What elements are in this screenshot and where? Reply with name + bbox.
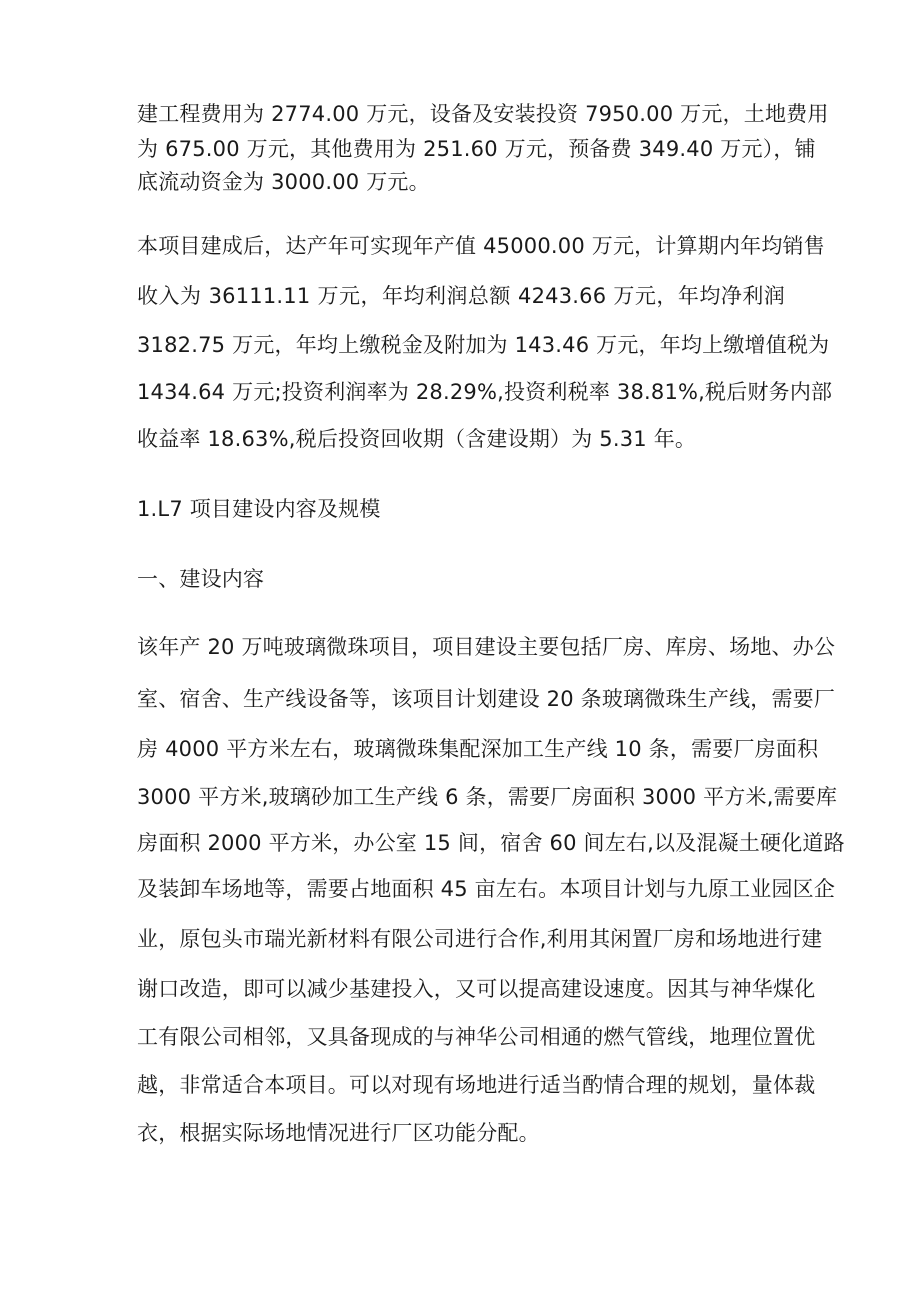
paragraph-line: 3000 平方米,玻璃砂加工生产线 6 条，需要厂房面积 3000 平方米,需要库: [137, 785, 838, 809]
paragraph-line: 及装卸车场地等，需要占地面积 45 亩左右。本项目计划与九原工业园区企: [137, 877, 836, 901]
paragraph-line: 谢口改造，即可以减少基建投入，又可以提高建设速度。因其与神华煤化: [137, 977, 816, 1001]
paragraph-line: 底流动资金为 3000.00 万元。: [137, 170, 430, 194]
paragraph-line: 收入为 36111.11 万元，年均利润总额 4243.66 万元，年均净利润: [137, 284, 785, 308]
paragraph-line: 为 675.00 万元，其他费用为 251.60 万元，预备费 349.40 万元），铺: [137, 137, 816, 161]
paragraph-line: 业，原包头市瑞光新材料有限公司进行合作,利用其闲置厂房和场地进行建: [137, 927, 823, 951]
paragraph-line: 室、宿舍、生产线设备等，该项目计划建设 20 条玻璃微珠生产线，需要厂: [137, 687, 836, 711]
paragraph-line: 房面积 2000 平方米，办公室 15 间，宿舍 60 间左右,以及混凝土硬化道路: [137, 831, 845, 855]
paragraph-line: 该年产 20 万吨玻璃微珠项目，项目建设主要包括厂房、库房、场地、办公: [137, 635, 836, 659]
section-heading: 1.L7 项目建设内容及规模: [137, 497, 381, 521]
paragraph-line: 收益率 18.63%,税后投资回收期（含建设期）为 5.31 年。: [137, 427, 697, 451]
paragraph-line: 房 4000 平方米左右，玻璃微珠集配深加工生产线 10 条，需要厂房面积: [137, 737, 819, 761]
paragraph-line: 工有限公司相邻，又具备现成的与神华公司相通的燃气管线，地理位置优: [137, 1025, 816, 1049]
paragraph-line: 建工程费用为 2774.00 万元，设备及安装投资 7950.00 万元，土地费用: [137, 102, 829, 126]
paragraph-line: 衣，根据实际场地情况进行厂区功能分配。: [137, 1121, 540, 1145]
paragraph-line: 本项目建成后，达产年可实现年产值 45000.00 万元，计算期内年均销售: [137, 234, 825, 258]
paragraph-line: 3182.75 万元，年均上缴税金及附加为 143.46 万元，年均上缴增值税为: [137, 333, 830, 357]
subsection-heading: 一、建设内容: [137, 567, 265, 591]
paragraph-line: 越，非常适合本项目。可以对现有场地进行适当酌情合理的规划，量体裁: [137, 1073, 816, 1097]
paragraph-line: 1434.64 万元;投资利润率为 28.29%,投资利税率 38.81%,税后财务内部: [137, 380, 833, 404]
